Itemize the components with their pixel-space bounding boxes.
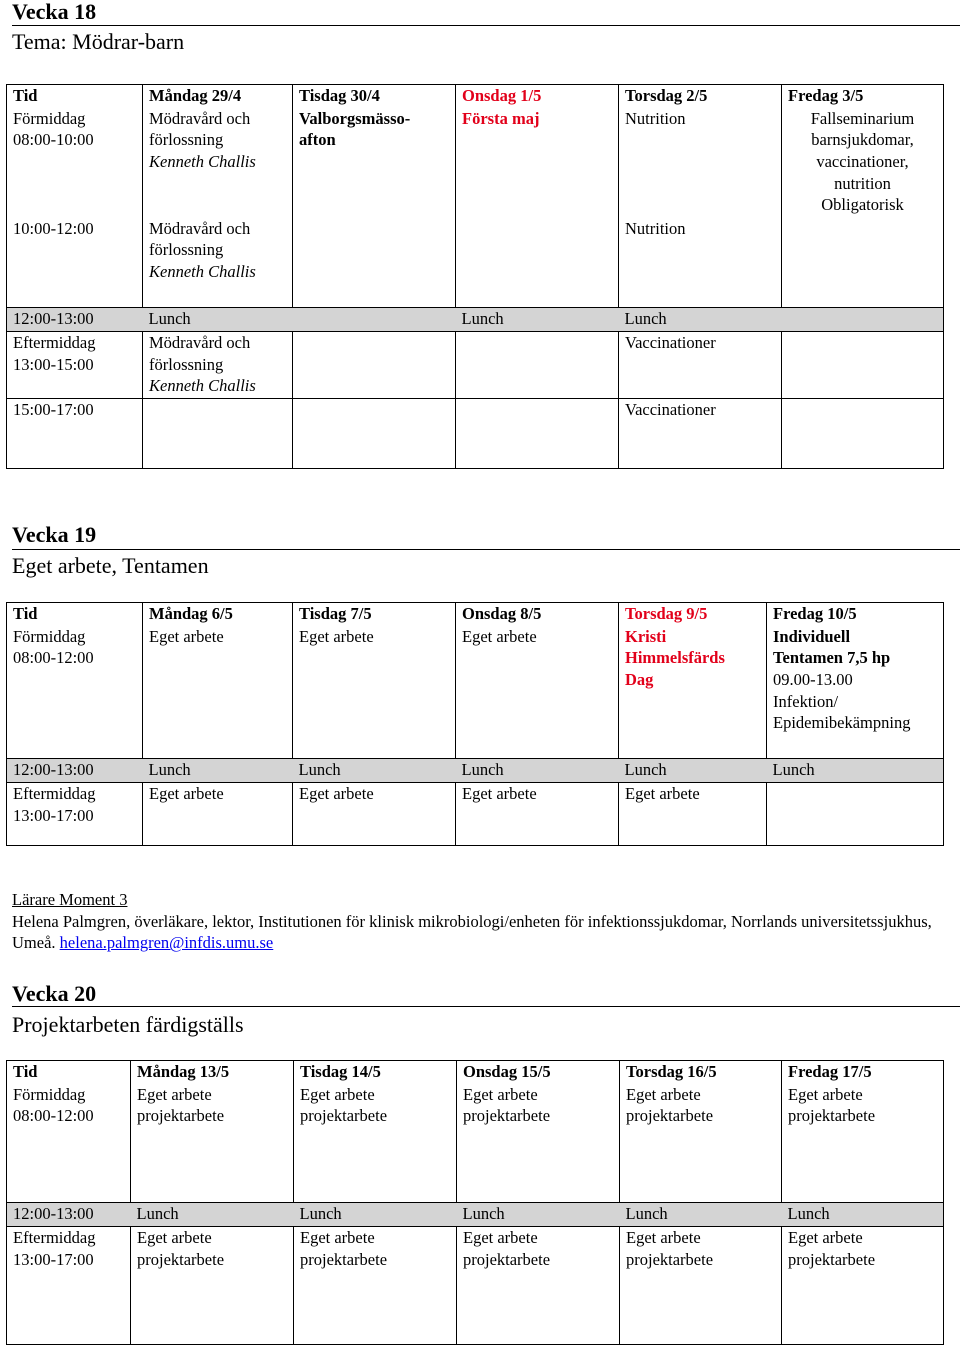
teachers-title: Lärare Moment 3 <box>12 890 128 909</box>
col-header-tue: Tisdag 7/5 <box>293 603 456 626</box>
time-cell: Eftermiddag 13:00-15:00 <box>7 332 143 399</box>
table-row <box>7 603 944 626</box>
table-row <box>7 1227 944 1345</box>
col-header-thu: Torsdag 16/5 <box>620 1061 782 1084</box>
schedule-cell <box>456 218 619 308</box>
schedule-cell: Valborgsmässo- afton <box>293 108 456 308</box>
time-cell: Förmiddag 08:00-10:00 <box>7 108 143 218</box>
schedule-cell: Nutrition <box>619 108 782 218</box>
time-cell: 15:00-17:00 <box>7 399 143 469</box>
schedule-cell: Vaccinationer <box>619 332 782 399</box>
col-header-fri: Fredag 3/5 <box>782 85 944 108</box>
time-cell: Förmiddag 08:00-12:00 <box>7 626 143 759</box>
table-row <box>7 308 944 332</box>
lunch-cell: Lunch <box>294 1203 457 1227</box>
schedule-cell: Mödravård och förlossning Kenneth Challis <box>143 108 293 218</box>
schedule-cell: Fallseminarium barnsjukdomar, vaccinationer, nutrition Obligatorisk <box>782 108 944 218</box>
email-link[interactable]: helena.palmgren@infdis.umu.se <box>59 933 274 953</box>
col-header-tue: Tisdag 30/4 <box>293 85 456 108</box>
table-row <box>7 399 944 469</box>
schedule-cell: Första maj <box>456 108 619 218</box>
col-header-thu: Torsdag 2/5 <box>619 85 782 108</box>
table-row <box>7 85 944 108</box>
week20-schedule <box>6 1060 944 1345</box>
schedule-cell: Eget arbete projektarbete <box>782 1084 944 1203</box>
week19-schedule <box>6 602 944 846</box>
col-header-fri: Fredag 17/5 <box>782 1061 944 1084</box>
week19-theme: Eget arbete, Tentamen <box>12 553 209 578</box>
week18-title: Vecka 18 <box>12 0 97 24</box>
lunch-cell: Lunch <box>619 759 767 783</box>
week18-header <box>12 0 960 26</box>
schedule-cell <box>767 783 944 846</box>
table-row <box>7 759 944 783</box>
week20-title: Vecka 20 <box>12 981 97 1006</box>
teachers-text: Helena Palmgren, överläkare, lektor, Institutionen för klinisk mikrobiologi/enheten för infektionssjukdomar, Norrlands universitetssjukhus, Umeå. helena.palmgren@infdis.umu.se <box>12 911 932 953</box>
schedule-cell: Eget arbete projektarbete <box>457 1227 620 1345</box>
schedule-cell: Vaccinationer <box>619 399 782 469</box>
col-header-mon: Måndag 6/5 <box>143 603 293 626</box>
schedule-cell: Eget arbete <box>293 626 456 759</box>
schedule-cell: Mödravård och förlossning Kenneth Challis <box>143 332 293 399</box>
table-row <box>7 1084 944 1203</box>
table-row <box>7 108 944 218</box>
col-header-time: Tid <box>7 85 143 108</box>
lunch-cell: Lunch <box>456 759 619 783</box>
lunch-cell: Lunch <box>456 308 619 332</box>
schedule-cell: Eget arbete <box>456 783 619 846</box>
lunch-cell: Lunch <box>457 1203 620 1227</box>
schedule-cell: Eget arbete <box>143 783 293 846</box>
time-cell: 12:00-13:00 <box>7 308 143 332</box>
schedule-cell: Individuell Tentamen 7,5 hp 09.00-13.00 Infektion/ Epidemibekämpning <box>767 626 944 759</box>
lunch-cell <box>293 308 456 332</box>
time-cell: 12:00-13:00 <box>7 1203 131 1227</box>
schedule-cell: Kristi Himmelsfärds Dag <box>619 626 767 759</box>
table-row <box>7 1203 944 1227</box>
schedule-cell: Eget arbete projektarbete <box>131 1084 294 1203</box>
lunch-cell: Lunch <box>143 308 293 332</box>
schedule-cell <box>143 399 293 469</box>
schedule-cell <box>782 399 944 469</box>
schedule-cell: Eget arbete <box>619 783 767 846</box>
week19-header <box>12 523 960 550</box>
schedule-cell <box>293 399 456 469</box>
col-header-wed: Onsdag 15/5 <box>457 1061 620 1084</box>
week18-schedule <box>6 84 944 469</box>
time-cell: Förmiddag 08:00-12:00 <box>7 1084 131 1203</box>
table-row <box>7 332 944 399</box>
week20-theme: Projektarbeten färdigställs <box>12 1012 244 1037</box>
time-cell: Eftermiddag 13:00-17:00 <box>7 783 143 846</box>
col-header-mon: Måndag 29/4 <box>143 85 293 108</box>
lunch-cell: Lunch <box>619 308 782 332</box>
lunch-cell: Lunch <box>293 759 456 783</box>
col-header-wed: Onsdag 8/5 <box>456 603 619 626</box>
col-header-tue: Tisdag 14/5 <box>294 1061 457 1084</box>
table-row <box>7 626 944 759</box>
schedule-cell: Eget arbete projektarbete <box>294 1084 457 1203</box>
week19-title: Vecka 19 <box>12 522 97 547</box>
col-header-fri: Fredag 10/5 <box>767 603 944 626</box>
col-header-time: Tid <box>7 603 143 626</box>
col-header-time: Tid <box>7 1061 131 1084</box>
week18-theme: Tema: Mödrar-barn <box>12 29 185 54</box>
lunch-cell: Lunch <box>620 1203 782 1227</box>
schedule-cell: Eget arbete projektarbete <box>131 1227 294 1345</box>
schedule-cell <box>782 332 944 399</box>
week20-header <box>12 982 960 1007</box>
table-row <box>7 1061 944 1084</box>
schedule-cell <box>456 332 619 399</box>
time-cell: 10:00-12:00 <box>7 218 143 308</box>
schedule-cell: Eget arbete projektarbete <box>782 1227 944 1345</box>
schedule-cell <box>456 399 619 469</box>
schedule-cell: Mödravård och förlossning Kenneth Challis <box>143 218 293 308</box>
schedule-cell: Nutrition <box>619 218 782 308</box>
col-header-wed: Onsdag 1/5 <box>456 85 619 108</box>
lunch-cell: Lunch <box>131 1203 294 1227</box>
lunch-cell: Lunch <box>767 759 944 783</box>
schedule-cell: Eget arbete projektarbete <box>620 1084 782 1203</box>
teachers-section <box>12 889 942 954</box>
lunch-cell: Lunch <box>143 759 293 783</box>
schedule-cell: Eget arbete <box>293 783 456 846</box>
schedule-cell: Eget arbete projektarbete <box>457 1084 620 1203</box>
col-header-thu: Torsdag 9/5 <box>619 603 767 626</box>
schedule-cell <box>293 332 456 399</box>
lunch-cell <box>782 308 944 332</box>
schedule-cell <box>782 218 944 308</box>
schedule-cell: Eget arbete projektarbete <box>294 1227 457 1345</box>
time-cell: Eftermiddag 13:00-17:00 <box>7 1227 131 1345</box>
schedule-cell: Eget arbete projektarbete <box>620 1227 782 1345</box>
table-row <box>7 783 944 846</box>
col-header-mon: Måndag 13/5 <box>131 1061 294 1084</box>
time-cell: 12:00-13:00 <box>7 759 143 783</box>
schedule-cell: Eget arbete <box>456 626 619 759</box>
schedule-cell: Eget arbete <box>143 626 293 759</box>
table-row <box>7 218 944 308</box>
lunch-cell: Lunch <box>782 1203 944 1227</box>
